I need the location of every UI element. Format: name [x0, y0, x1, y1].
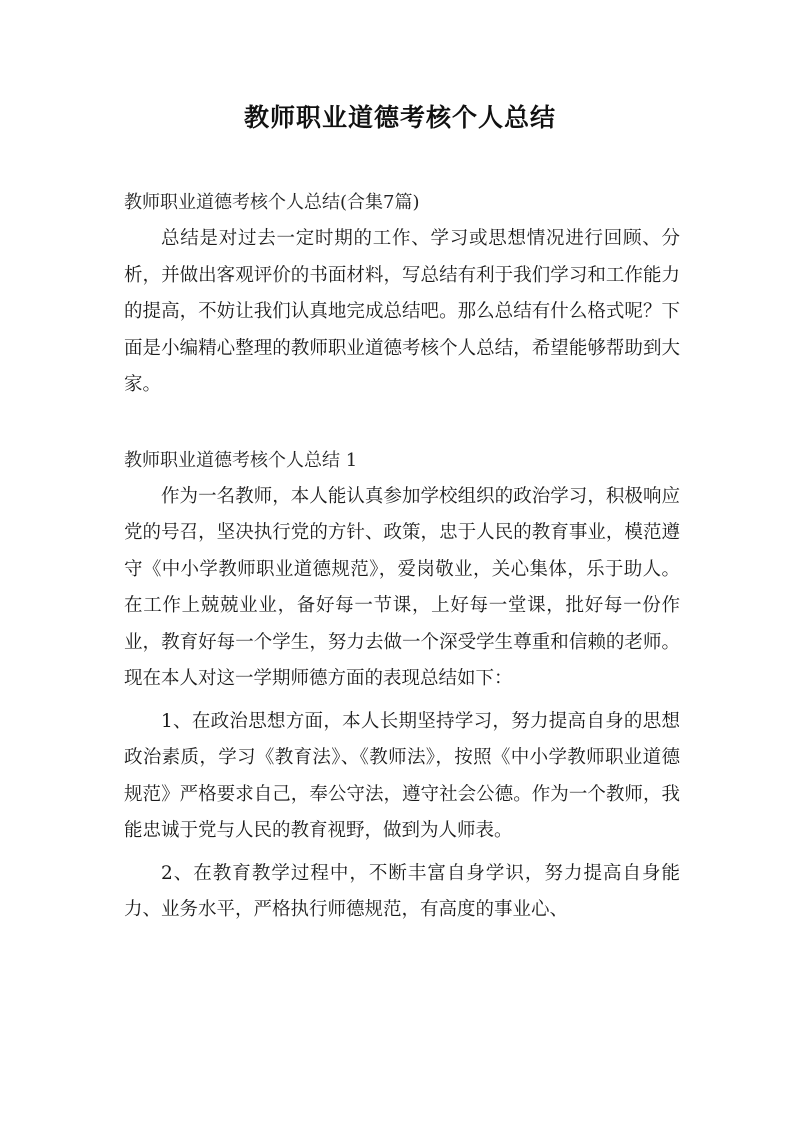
intro-paragraph: 总结是对过去一定时期的工作、学习或思想情况进行回顾、分析，并做出客观评价的书面材料，写总结有利于我们学习和工作能力的提高，不妨让我们认真地完成总结吧。那么总结有什么格式呢？下面是小编精心整理的教师职业道德考核个人总结，希望能够帮助到大家。	[124, 228, 680, 395]
section-spacer	[124, 404, 680, 442]
collection-heading: 教师职业道德考核个人总结(合集7篇)	[124, 192, 420, 213]
document-body	[124, 184, 680, 929]
section-1-paragraph-3: 2、在教育教学过程中，不断丰富自身学识，努力提高自身能力、业务水平，严格执行师德规范，有高度的事业心、	[124, 862, 680, 920]
document-title: 教师职业道德考核个人总结	[243, 103, 556, 132]
section-1-paragraph-1: 作为一名教师，本人能认真参加学校组织的政治学习，积极响应党的号召，坚决执行党的方针、政策，忠于人民的教育事业，模范遵守《中小学教师职业道德规范》，爱岗敬业，关心集体，乐于助人。在工作上兢兢业业，备好每一节课，上好每一堂课，批好每一份作业，教育好每一个学生，努力去做一个深受学生尊重和信赖的老师。现在本人对这一学期师德方面的表现总结如下：	[124, 485, 680, 689]
section-1-heading: 教师职业道德考核个人总结 1	[124, 449, 358, 471]
section-1-paragraph-2: 1、在政治思想方面，本人长期坚持学习，努力提高自身的思想政治素质，学习《教育法》、《教师法》，按照《中小学教师职业道德规范》严格要求自己，奉公守法，遵守社会公德。作为一个教师，我能忠诚于党与人民的教育视野，做到为人师表。	[124, 710, 680, 841]
